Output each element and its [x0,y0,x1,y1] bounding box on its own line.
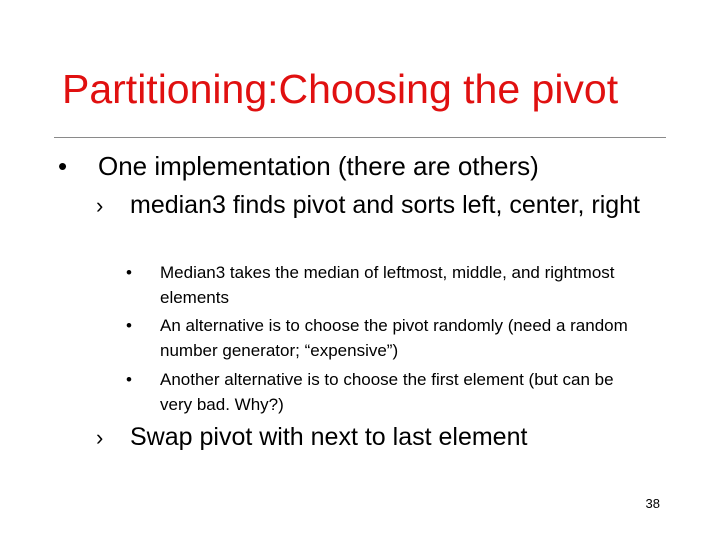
detail-bullet-text: Another alternative is to choose the first element (but can be very bad. Why?) [160,370,614,414]
page-number: 38 [645,496,660,511]
sub-bullet-text: Swap pivot with next to last element [130,423,528,451]
detail-bullet-text: Median3 takes the median of leftmost, middle, and rightmost elements [160,263,615,307]
bullet-marker: • [58,151,68,181]
sub-bullet-marker: › [96,193,104,218]
slide-title: Partitioning:Choosing the pivot [62,66,619,112]
sub-bullet-text: median3 finds pivot and sorts left, center, right [130,191,640,219]
bullet-text: One implementation (there are others) [98,151,539,181]
detail-bullet-marker: • [126,370,132,389]
detail-bullet-text: An alternative is to choose the pivot randomly (need a random number generator; “expensive”) [160,316,628,360]
sub-bullet-marker: › [96,425,104,450]
detail-bullet-marker: • [126,316,132,335]
detail-bullet-marker: • [126,263,132,282]
title-divider [54,137,666,138]
